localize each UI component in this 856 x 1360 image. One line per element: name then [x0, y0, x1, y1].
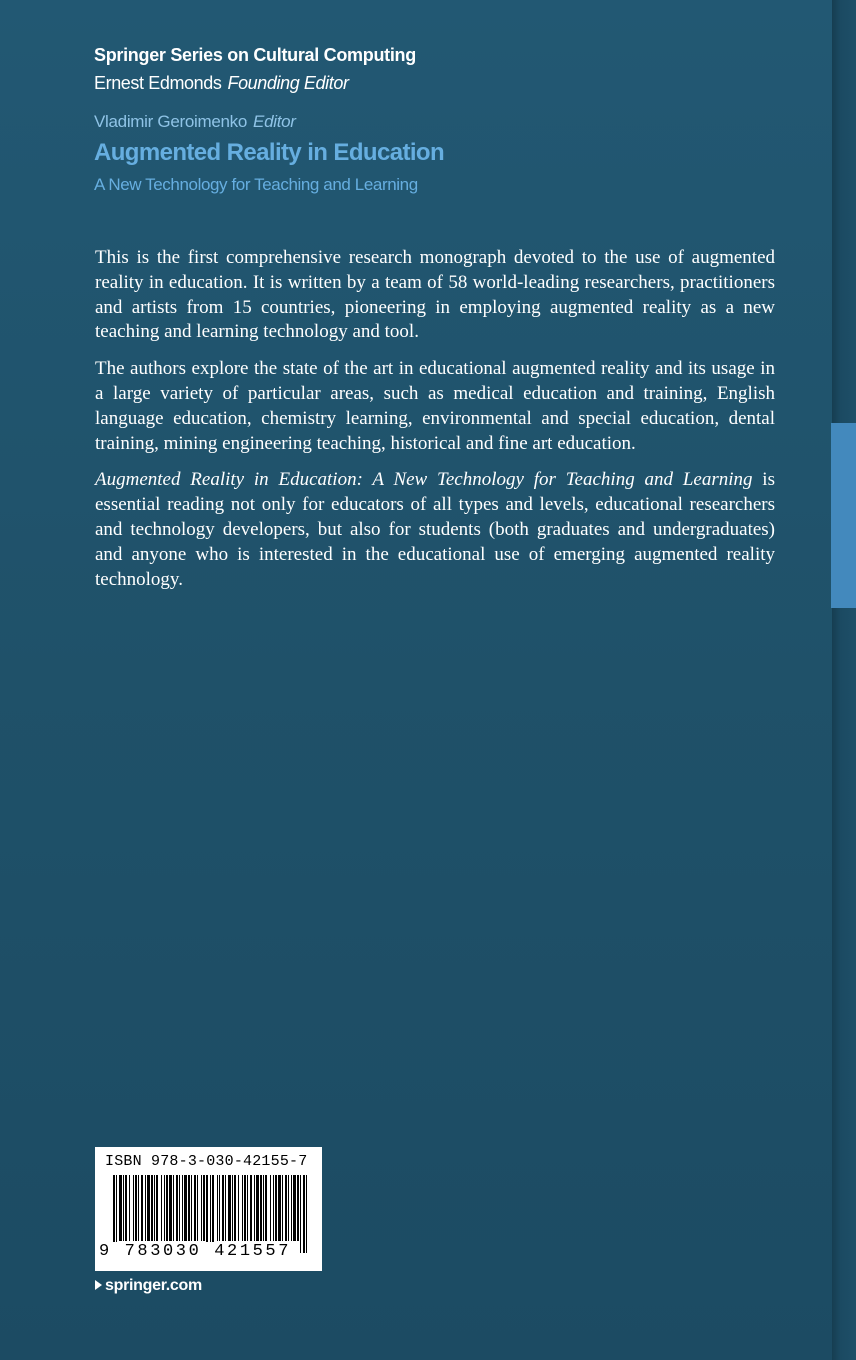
barcode-bar	[265, 1175, 267, 1241]
barcode-bar	[278, 1175, 281, 1241]
barcode-bar	[138, 1175, 139, 1241]
barcode-bar	[156, 1175, 158, 1241]
triangle-arrow-icon	[95, 1280, 102, 1290]
founding-editor-name: Ernest Edmonds	[94, 73, 222, 93]
barcode-bar	[188, 1175, 190, 1241]
barcode-bar	[182, 1175, 183, 1241]
editor-line	[94, 112, 296, 132]
blurb-paragraph-2: The authors explore the state of the art in educational augmented reality and its usage in a large variety of particular areas, such as medical education and training, English language education, chemistry learning, environmental and special education, dental training, mining engineering teaching, historical and fine art education.	[95, 358, 775, 454]
barcode-bar	[303, 1175, 305, 1253]
barcode-bar	[147, 1175, 150, 1241]
barcode-bar	[197, 1175, 198, 1241]
barcode-bar	[217, 1175, 218, 1241]
spine-color-band	[831, 423, 856, 608]
barcode-bar	[244, 1175, 246, 1241]
barcode-bar	[219, 1175, 220, 1241]
barcode-bar	[225, 1175, 226, 1241]
barcode-bar	[254, 1175, 255, 1241]
barcode-bar	[282, 1175, 283, 1241]
barcode-bar	[222, 1175, 224, 1241]
barcode-bar	[173, 1175, 174, 1241]
barcode-bar	[250, 1175, 252, 1241]
barcode-bar	[260, 1175, 262, 1241]
founding-editor-role: Founding Editor	[227, 73, 349, 93]
barcode-bar	[293, 1175, 296, 1241]
barcode-bar	[169, 1175, 172, 1241]
barcode-digits: 9 783030 421557	[99, 1242, 292, 1261]
barcode-bar	[164, 1175, 165, 1241]
blurb-paragraph-1: This is the first comprehensive research monograph devoted to the use of augmented reality in education. It is written by a team of 58 world-leading researchers, practitioners and artists from 15 countries, pioneering in employing augmented reality as a new teaching and learning technology and tool.	[95, 247, 775, 343]
blurb-paragraph-3	[95, 468, 775, 592]
barcode-bar	[133, 1175, 134, 1241]
barcode-bar	[297, 1175, 299, 1241]
editor-name: Vladimir Geroimenko	[94, 112, 248, 131]
barcode-bar	[228, 1175, 231, 1241]
barcode-bar	[135, 1175, 137, 1241]
barcode-bar	[201, 1175, 202, 1241]
barcode-bar	[194, 1175, 196, 1241]
isbn-label: ISBN 978-3-030-42155-7	[105, 1153, 308, 1170]
series-title: Springer Series on Cultural Computing	[94, 45, 416, 65]
barcode-bar	[273, 1175, 274, 1241]
barcode-bar	[176, 1175, 178, 1241]
barcode-bar	[256, 1175, 259, 1241]
book-title: Augmented Reality in Education	[94, 139, 445, 166]
isbn-barcode	[95, 1147, 322, 1271]
barcode-bar	[288, 1175, 289, 1241]
book-subtitle: A New Technology for Teaching and Learning	[94, 175, 418, 194]
barcode-bar	[238, 1175, 239, 1241]
blurb	[95, 246, 775, 604]
barcode-bar	[232, 1175, 233, 1241]
barcode-bar	[234, 1175, 236, 1241]
barcode-bar	[145, 1175, 146, 1241]
barcode-bar	[141, 1175, 143, 1241]
barcode-bar	[270, 1175, 271, 1241]
barcode-bar	[242, 1175, 243, 1241]
blurb-book-title-italic: Augmented Reality in Education: A New Technology for Teaching and Learning	[95, 469, 753, 491]
barcode-bar	[285, 1175, 287, 1241]
springer-link-text: springer.com	[105, 1277, 202, 1294]
barcode-bar	[263, 1175, 264, 1241]
barcode-bar	[291, 1175, 292, 1241]
barcode-bar	[247, 1175, 248, 1241]
barcode-bar	[191, 1175, 192, 1241]
barcode-bar	[275, 1175, 277, 1241]
barcode-bar	[179, 1175, 180, 1241]
barcode-bar	[129, 1175, 130, 1241]
blurb-paragraph-3-rest: is essential reading not only for educators of all types and levels, educational researchers and technology developers, but also for students (both graduates and undergraduates) and anyone who is interested in the educational use of emerging augmented reality technology.	[95, 469, 775, 590]
barcode-bar	[166, 1175, 168, 1241]
barcode-bar	[161, 1175, 162, 1241]
springer-link[interactable]	[95, 1277, 202, 1295]
barcode-bar	[306, 1175, 307, 1253]
spine-edge	[832, 0, 856, 1360]
barcode-bar	[151, 1175, 153, 1241]
barcode-bar	[203, 1175, 205, 1241]
editor-role: Editor	[253, 112, 296, 131]
barcode-bar	[154, 1175, 155, 1241]
barcode-bar	[300, 1175, 301, 1253]
barcode-bar	[119, 1175, 122, 1241]
barcode-bar	[184, 1175, 187, 1241]
barcode-bar	[125, 1175, 127, 1241]
barcode-bar	[123, 1175, 124, 1241]
founding-editor-line	[94, 73, 349, 94]
